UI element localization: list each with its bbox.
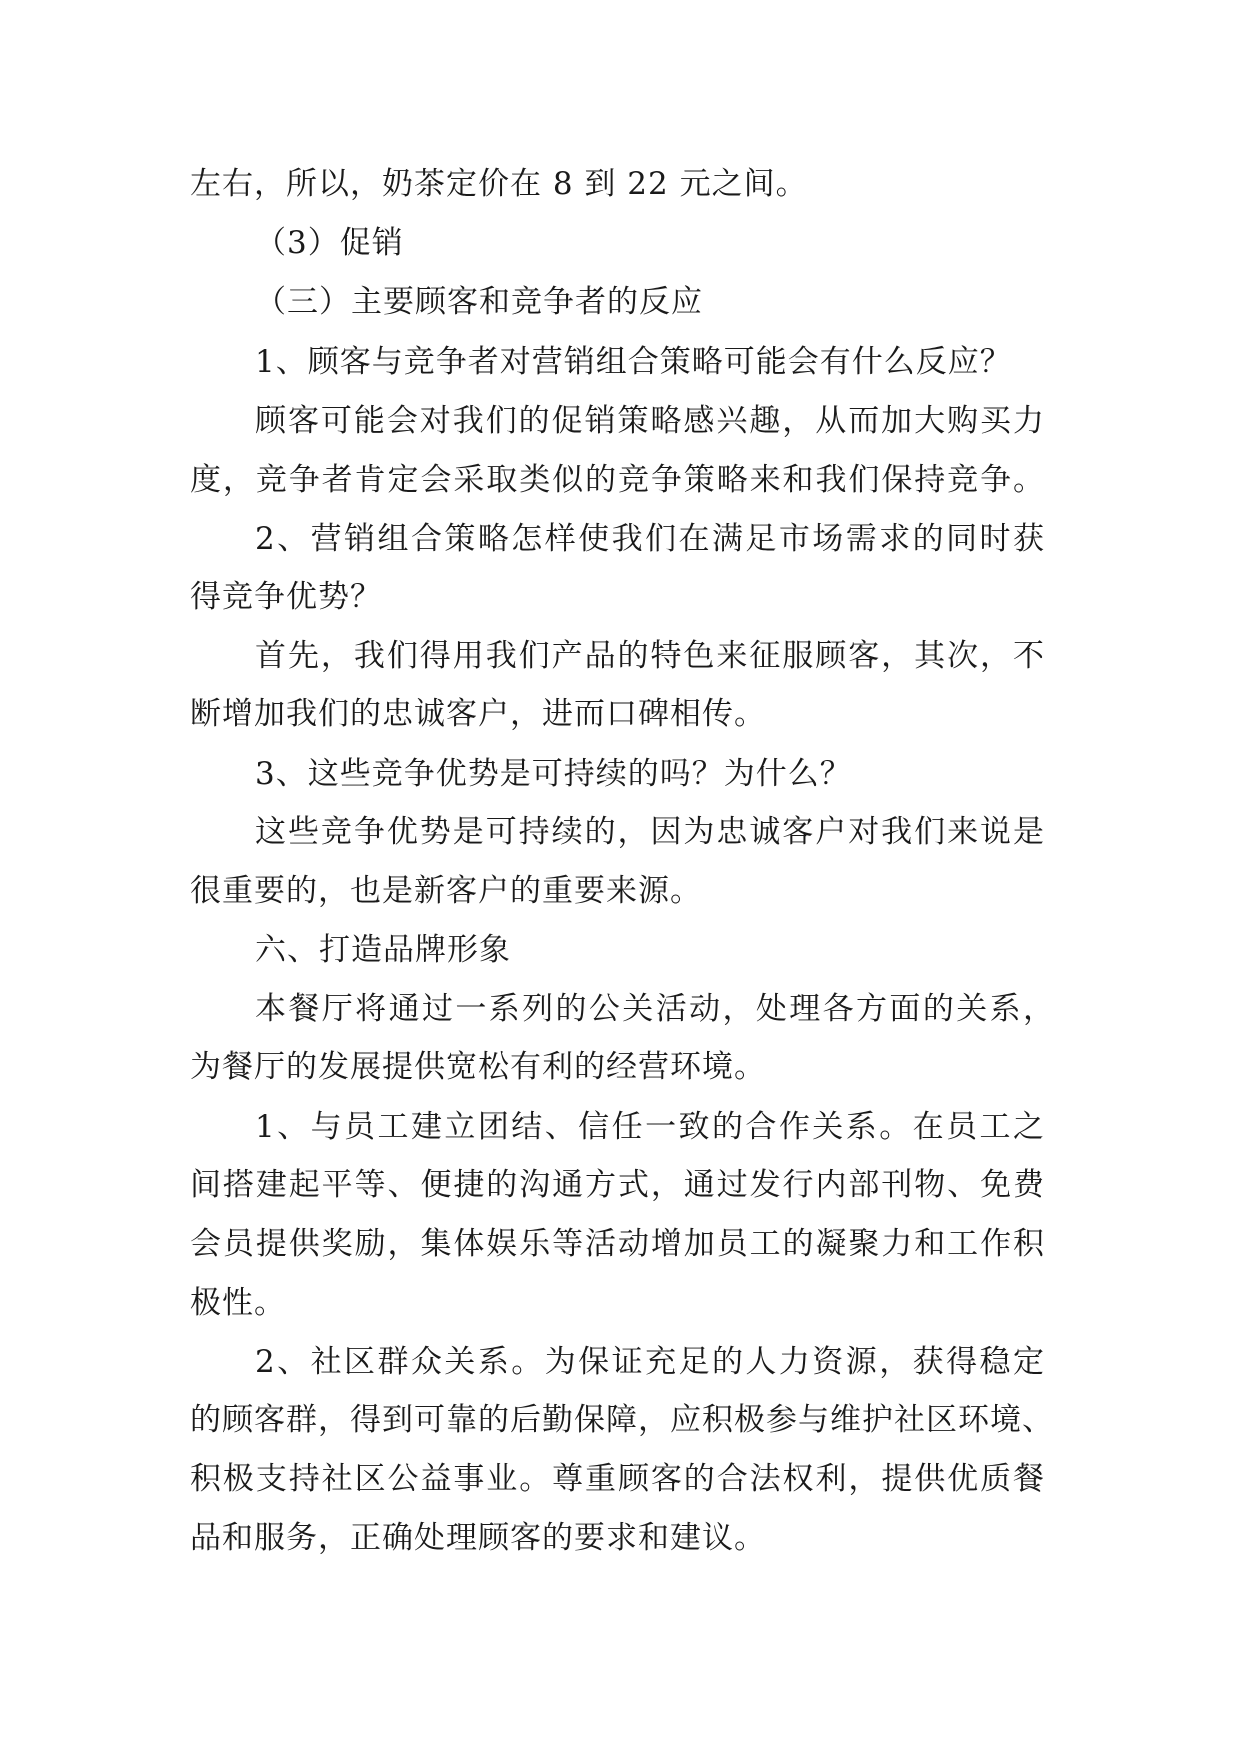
subheading: （3）促销 [255,225,404,261]
body-text-line: 很重要的，也是新客户的重要来源。 [190,873,702,909]
body-text-line: 间搭建起平等、便捷的沟通方式，通过发行内部刊物、免费 [190,1167,1045,1203]
body-text-line: 为餐厅的发展提供宽松有利的经营环境。 [190,1049,766,1085]
body-text-line: 断增加我们的忠诚客户，进而口碑相传。 [190,696,766,732]
question-text: 1、顾客与竞争者对营销组合策略可能会有什么反应？ [255,344,1012,380]
question-text: 2、营销组合策略怎样使我们在满足市场需求的同时获 [255,521,1045,557]
body-text-line: 1、与员工建立团结、信任一致的合作关系。在员工之 [255,1109,1045,1145]
body-text-line: 首先，我们得用我们产品的特色来征服顾客，其次，不 [255,638,1045,674]
body-text-line: 2、社区群众关系。为保证充足的人力资源，获得稳定 [255,1344,1045,1380]
body-text-line: 本餐厅将通过一系列的公关活动，处理各方面的关系， [255,991,1055,1027]
body-text-line: 会员提供奖励，集体娱乐等活动增加员工的凝聚力和工作积 [190,1226,1045,1262]
body-text-line: 品和服务，正确处理顾客的要求和建议。 [190,1520,766,1556]
body-text-line: 极性。 [190,1285,286,1321]
question-text: 3、这些竞争优势是可持续的吗？为什么？ [255,756,852,792]
body-text-line: 的顾客群，得到可靠的后勤保障，应积极参与维护社区环境、 [190,1402,1054,1438]
section-heading: （三）主要顾客和竞争者的反应 [255,284,703,320]
body-text-line: 顾客可能会对我们的促销策略感兴趣，从而加大购买力 [255,403,1045,439]
body-text-line: 左右，所以，奶茶定价在 8 到 22 元之间。 [190,166,808,202]
body-text-line: 积极支持社区公益事业。尊重顾客的合法权利，提供优质餐 [190,1461,1045,1497]
body-text-line: 度，竞争者肯定会采取类似的竞争策略来和我们保持竞争。 [190,462,1045,498]
section-heading: 六、打造品牌形象 [255,932,511,968]
question-text: 得竞争优势？ [190,579,382,615]
body-text-line: 这些竞争优势是可持续的，因为忠诚客户对我们来说是 [255,814,1045,850]
